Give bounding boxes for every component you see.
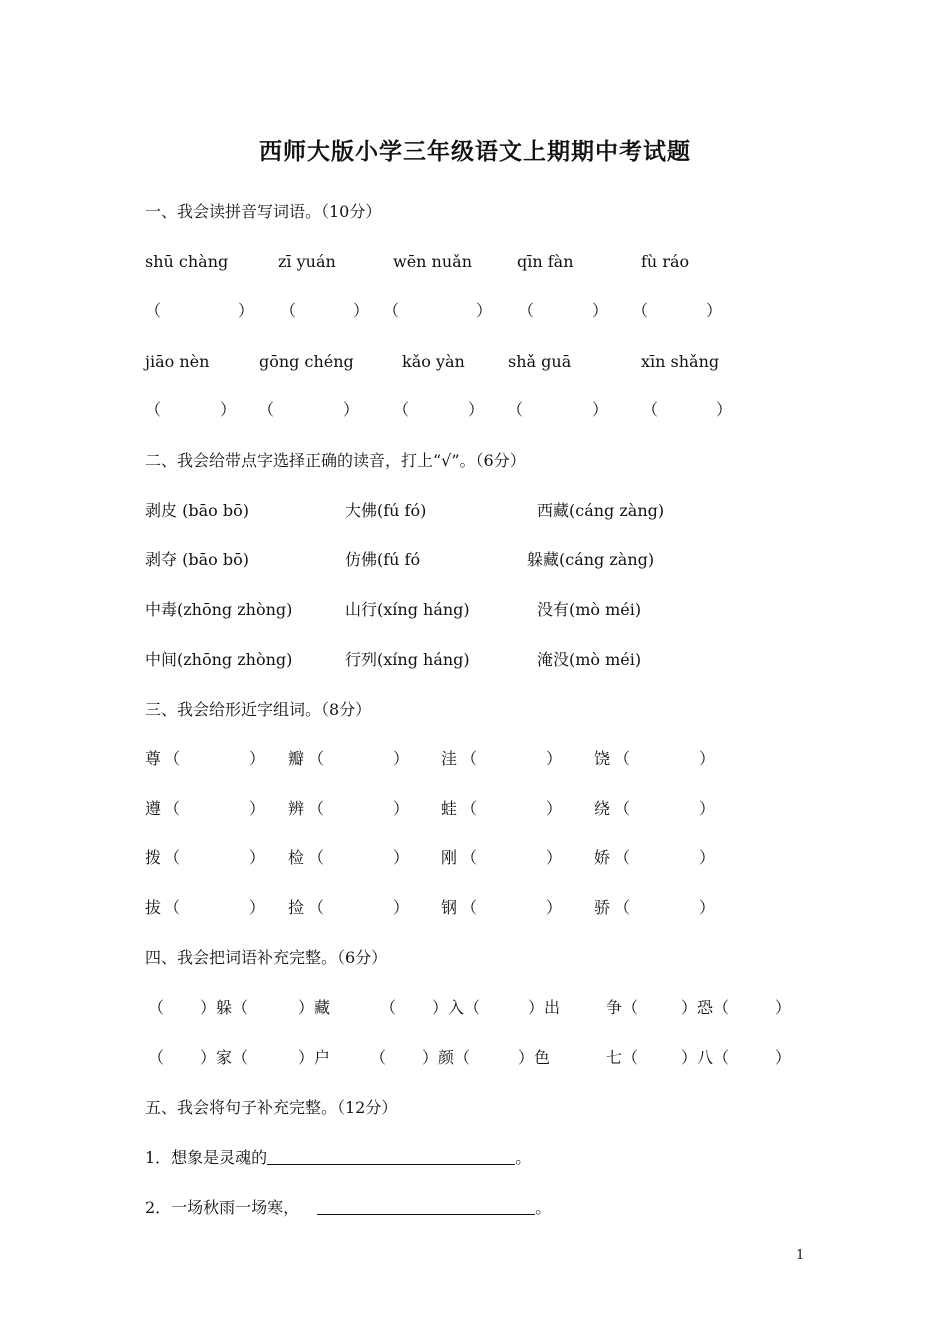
idiom-part: ）八（ bbox=[681, 1048, 730, 1067]
word-char: 刚 bbox=[441, 848, 458, 867]
idiom-part: 争（ bbox=[606, 998, 639, 1017]
reading-choice: 剥皮 (bāo bō) bbox=[145, 501, 249, 520]
word-char: 饶 bbox=[594, 749, 611, 768]
pinyin-8: kǎo yàn bbox=[402, 352, 465, 371]
idiom-part: ）恐（ bbox=[681, 998, 730, 1017]
word-char: 拨 bbox=[145, 848, 162, 867]
answer-open-paren: （ bbox=[461, 848, 478, 867]
word-char: 蛙 bbox=[441, 799, 458, 818]
idiom-part: ）入（ bbox=[432, 998, 481, 1017]
answer-open-paren: （ bbox=[642, 400, 659, 419]
answer-open-paren: （ bbox=[507, 400, 524, 419]
answer-close-paren: ） bbox=[393, 799, 410, 818]
idiom-part: ）户 bbox=[298, 1048, 331, 1067]
answer-close-paren: ） bbox=[468, 400, 485, 419]
answer-close-paren: ） bbox=[699, 898, 716, 917]
answer-close-paren: ） bbox=[393, 749, 410, 768]
word-char: 辨 bbox=[288, 799, 305, 818]
sentence-2-text: 2．一场秋雨一场寒， bbox=[145, 1198, 300, 1217]
idiom-part: ）出 bbox=[528, 998, 561, 1017]
reading-choice: 没有(mò méi) bbox=[537, 600, 642, 619]
answer-close-paren: ） bbox=[546, 749, 563, 768]
section-5-heading: 五、我会将句子补充完整。（12分） bbox=[145, 1098, 398, 1117]
word-char: 骄 bbox=[594, 898, 611, 917]
word-char: 尊 bbox=[145, 749, 162, 768]
reading-choice: 仿佛(fú fó bbox=[345, 550, 421, 569]
section-4-heading: 四、我会把词语补充完整。（6分） bbox=[145, 948, 388, 967]
answer-close-paren: ） bbox=[476, 301, 493, 320]
pinyin-4: qīn fàn bbox=[517, 252, 574, 271]
answer-open-paren: （ bbox=[280, 301, 297, 320]
answer-open-paren: （ bbox=[614, 799, 631, 818]
answer-open-paren: （ bbox=[308, 749, 325, 768]
reading-choice: 行列(xíng háng) bbox=[345, 650, 470, 669]
answer-close-paren: ） bbox=[699, 848, 716, 867]
word-char: 检 bbox=[288, 848, 305, 867]
answer-close-paren: ） bbox=[238, 301, 255, 320]
answer-open-paren: （ bbox=[383, 301, 400, 320]
answer-open-paren: （ bbox=[308, 799, 325, 818]
idiom-part: ） bbox=[775, 998, 792, 1017]
fill-blank[interactable] bbox=[267, 1148, 515, 1165]
reading-choice: 剥夺 (bāo bō) bbox=[145, 550, 249, 569]
answer-open-paren: （ bbox=[258, 400, 275, 419]
answer-open-paren: （ bbox=[518, 301, 535, 320]
answer-close-paren: ） bbox=[249, 799, 266, 818]
answer-close-paren: ） bbox=[249, 749, 266, 768]
answer-close-paren: ） bbox=[706, 301, 723, 320]
answer-open-paren: （ bbox=[461, 898, 478, 917]
answer-close-paren: ） bbox=[393, 898, 410, 917]
answer-open-paren: （ bbox=[308, 898, 325, 917]
answer-close-paren: ） bbox=[592, 400, 609, 419]
word-char: 钢 bbox=[441, 898, 458, 917]
answer-open-paren: （ bbox=[164, 749, 181, 768]
idiom-part: ）躲（ bbox=[200, 998, 249, 1017]
idiom-part: ）颜（ bbox=[422, 1048, 471, 1067]
answer-open-paren: （ bbox=[632, 301, 649, 320]
answer-open-paren: （ bbox=[614, 749, 631, 768]
answer-open-paren: （ bbox=[461, 799, 478, 818]
word-char: 洼 bbox=[441, 749, 458, 768]
idiom-part: ）色 bbox=[518, 1048, 551, 1067]
word-char: 拔 bbox=[145, 898, 162, 917]
word-char: 绕 bbox=[594, 799, 611, 818]
reading-choice: 淹没(mò méi) bbox=[537, 650, 642, 669]
idiom-part: （ bbox=[148, 1048, 165, 1067]
answer-open-paren: （ bbox=[164, 799, 181, 818]
word-char: 瓣 bbox=[288, 749, 305, 768]
word-char: 遵 bbox=[145, 799, 162, 818]
answer-open-paren: （ bbox=[308, 848, 325, 867]
answer-open-paren: （ bbox=[461, 749, 478, 768]
pinyin-9: shǎ guā bbox=[508, 352, 572, 371]
answer-open-paren: （ bbox=[164, 848, 181, 867]
word-char: 娇 bbox=[594, 848, 611, 867]
section-2-heading: 二、我会给带点字选择正确的读音，打上“√”。（6分） bbox=[145, 451, 526, 470]
answer-close-paren: ） bbox=[343, 400, 360, 419]
page-title: 西师大版小学三年级语文上期期中考试题 bbox=[259, 138, 691, 165]
answer-close-paren: ） bbox=[699, 749, 716, 768]
sentence-2 bbox=[145, 1198, 551, 1218]
pinyin-7: gōng chéng bbox=[259, 352, 354, 371]
answer-close-paren: ） bbox=[592, 301, 609, 320]
pinyin-10: xīn shǎng bbox=[641, 352, 720, 371]
idiom-part: （ bbox=[370, 1048, 387, 1067]
sentence-1-text: 1．想象是灵魂的 bbox=[145, 1148, 268, 1167]
reading-choice: 躲藏(cáng zàng) bbox=[527, 550, 655, 569]
pinyin-5: fù ráo bbox=[641, 252, 690, 271]
section-1-heading: 一、我会读拼音写词语。（10分） bbox=[145, 202, 382, 221]
answer-close-paren: ） bbox=[353, 301, 370, 320]
answer-open-paren: （ bbox=[614, 898, 631, 917]
fill-blank[interactable] bbox=[317, 1198, 535, 1215]
answer-close-paren: ） bbox=[546, 799, 563, 818]
answer-open-paren: （ bbox=[145, 400, 162, 419]
sentence-1 bbox=[145, 1148, 531, 1168]
answer-close-paren: ） bbox=[546, 848, 563, 867]
answer-open-paren: （ bbox=[393, 400, 410, 419]
answer-open-paren: （ bbox=[145, 301, 162, 320]
answer-open-paren: （ bbox=[164, 898, 181, 917]
answer-close-paren: ） bbox=[249, 848, 266, 867]
answer-close-paren: ） bbox=[716, 400, 733, 419]
pinyin-3: wēn nuǎn bbox=[393, 252, 473, 271]
idiom-part: 七（ bbox=[606, 1048, 639, 1067]
section-3-heading: 三、我会给形近字组词。（8分） bbox=[145, 700, 372, 719]
sentence-end: 。 bbox=[535, 1198, 552, 1217]
answer-close-paren: ） bbox=[220, 400, 237, 419]
answer-close-paren: ） bbox=[699, 799, 716, 818]
page-number: 1 bbox=[796, 1248, 805, 1263]
pinyin-6: jiāo nèn bbox=[145, 352, 210, 371]
reading-choice: 西藏(cáng zàng) bbox=[537, 501, 665, 520]
idiom-part: （ bbox=[148, 998, 165, 1017]
idiom-part: ）藏 bbox=[298, 998, 331, 1017]
reading-choice: 山行(xíng háng) bbox=[345, 600, 470, 619]
idiom-part: ）家（ bbox=[200, 1048, 249, 1067]
reading-choice: 大佛(fú fó) bbox=[345, 501, 427, 520]
answer-close-paren: ） bbox=[249, 898, 266, 917]
answer-close-paren: ） bbox=[393, 848, 410, 867]
pinyin-1: shū chàng bbox=[145, 252, 229, 271]
idiom-part: ） bbox=[775, 1048, 792, 1067]
reading-choice: 中间(zhōng zhòng) bbox=[145, 650, 293, 669]
pinyin-2: zī yuán bbox=[278, 252, 336, 271]
reading-choice: 中毒(zhōng zhòng) bbox=[145, 600, 293, 619]
word-char: 捡 bbox=[288, 898, 305, 917]
idiom-part: （ bbox=[380, 998, 397, 1017]
sentence-end: 。 bbox=[515, 1148, 532, 1167]
answer-close-paren: ） bbox=[546, 898, 563, 917]
answer-open-paren: （ bbox=[614, 848, 631, 867]
